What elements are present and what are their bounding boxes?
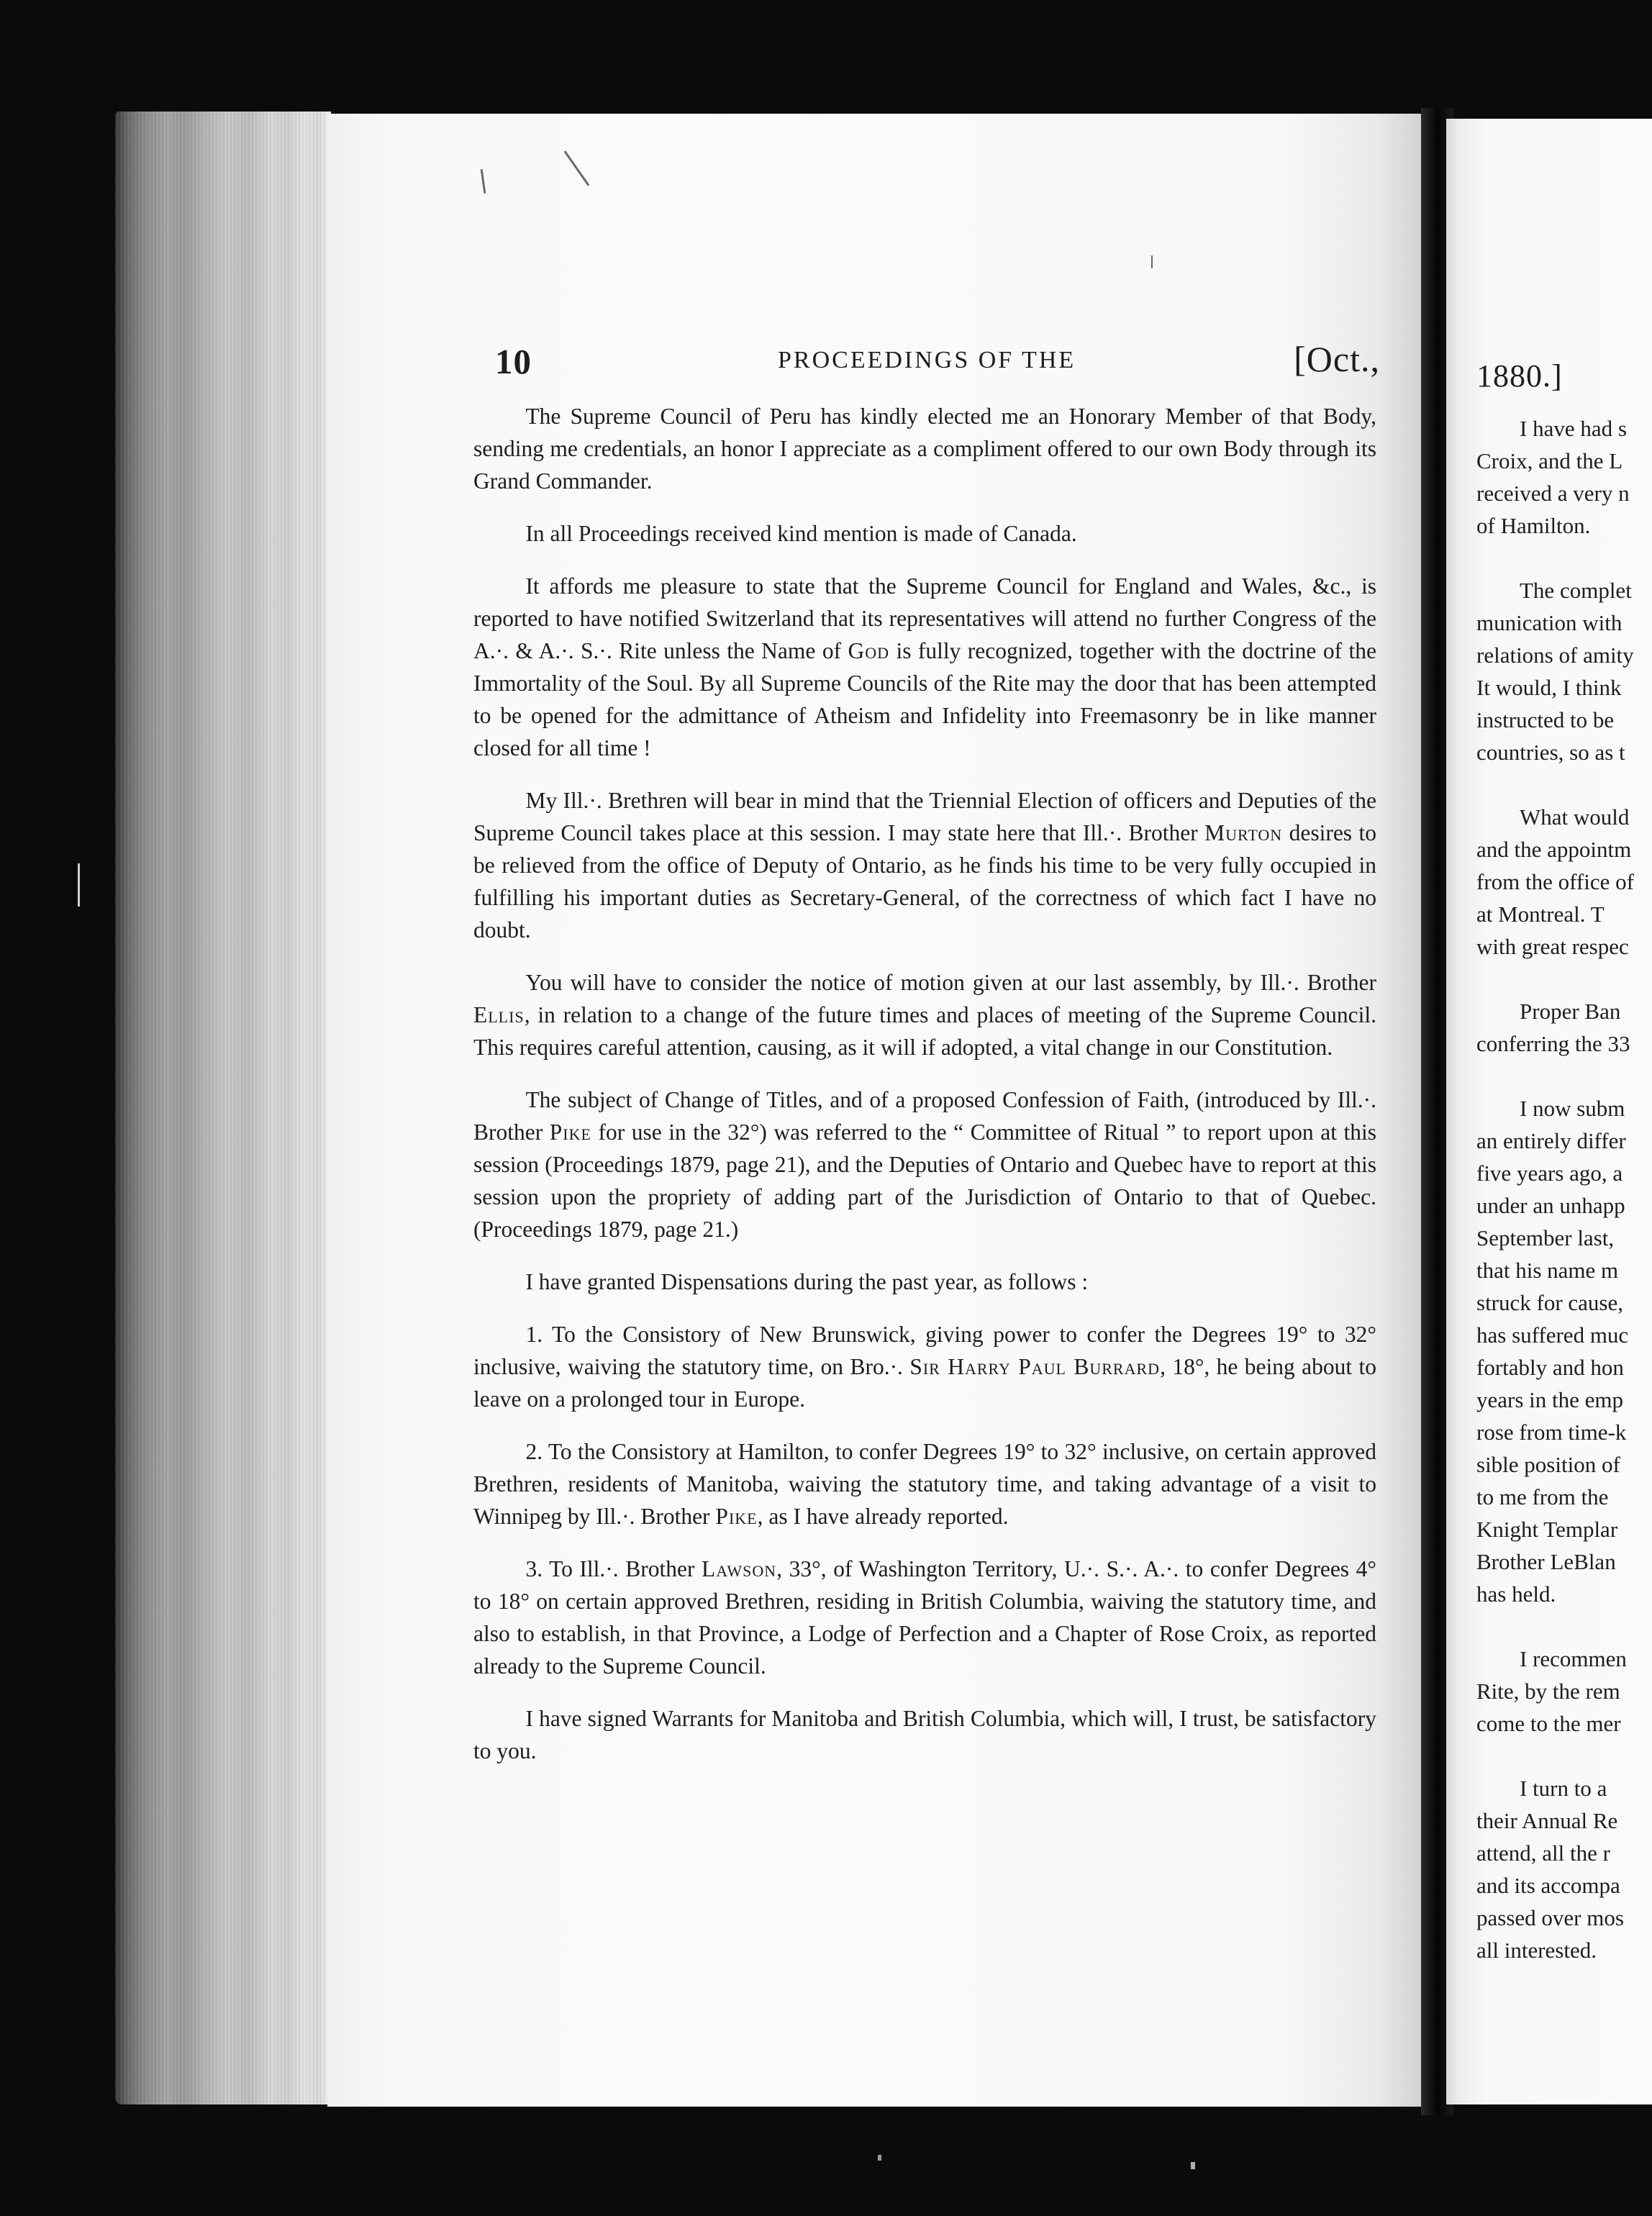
paragraph-gap: [1476, 542, 1652, 574]
running-head: [495, 341, 1380, 384]
paragraph: [473, 400, 1376, 497]
right-page-line: all interested.: [1476, 1938, 1597, 1963]
small-caps-name: Lawson: [702, 1556, 777, 1581]
right-page-line: munication with: [1476, 610, 1622, 635]
right-page-line: their Annual Re: [1476, 1808, 1618, 1833]
paragraph-text: is fully recognized, together with the doctrine of the Immortality of the Soul. By all Supreme Councils of the Rite may the door that has been attempted to be opened for the admittance of Atheism and Infidelity into Freemasonry be in like manner closed for all time !: [473, 638, 1376, 760]
small-caps-name: Pike: [715, 1504, 758, 1529]
right-page-line: Rite, by the rem: [1476, 1679, 1620, 1704]
right-page-running-date: 1880.]: [1476, 358, 1563, 394]
paragraph-text: , 33°, of Washington Territory, U.·. S.·. A.·. to confer Degrees 4° to 18° on certain approved Brethren, residing in British Columbia, waiving the statutory time, and also to establish, in that Province, a Lodge of Perfection and a Chapter of Rose Croix, as reported already to the Supreme Council.: [473, 1556, 1376, 1679]
paragraph: [473, 1266, 1376, 1298]
right-page: [1446, 119, 1652, 2104]
paragraph-gap: [1476, 963, 1652, 995]
paragraph-text: 3. To Ill.·. Brother: [525, 1556, 702, 1581]
right-page-line: I have had s: [1520, 416, 1627, 441]
right-page-line: What would: [1520, 804, 1630, 830]
right-page-line: countries, so as t: [1476, 740, 1625, 765]
running-date: [Oct.,: [1294, 339, 1380, 379]
paragraph-text: It affords me pleasure to state that the Supreme Council for England and Wales, &c., is reported to have notified Switzerland that its representatives will attend no further Congress of the A.·. & A.·. S.·. Rite unless the Name of: [473, 573, 1376, 663]
paragraph-text: The subject of Change of Titles, and of a proposed Confession of Faith, (introduced by Ill.·. Brother: [473, 1087, 1376, 1145]
paragraph-text: I have signed Warrants for Manitoba and British Columbia, which will, I trust, be satisfactory to you.: [473, 1706, 1376, 1763]
paragraph-text: , in relation to a change of the future times and places of meeting of the Supreme Council. This requires careful attention, causing, as it will if adopted, a vital change in our Constitution.: [473, 1002, 1376, 1060]
paragraph: [473, 1318, 1376, 1415]
right-page-line: come to the mer: [1476, 1711, 1621, 1736]
paragraph-text: 1. To the Consistory of New Brunswick, giving power to confer the Degrees 19° to 32° inclusive, waiving the statutory time, on Bro.·.: [473, 1322, 1376, 1379]
paragraph: [473, 1435, 1376, 1532]
right-page-line: I recommen: [1520, 1646, 1627, 1671]
right-page-line: conferring the 33: [1476, 1031, 1630, 1056]
right-page-line: fortably and hon: [1476, 1355, 1624, 1380]
paragraph: [473, 1084, 1376, 1245]
paragraph: [473, 517, 1376, 550]
small-caps-name: Murton: [1204, 820, 1283, 845]
right-page-line: of Hamilton.: [1476, 513, 1591, 538]
page-body-text: [473, 400, 1376, 1787]
paragraph-text: 2. To the Consistory at Hamilton, to confer Degrees 19° to 32° inclusive, on certain approved Brethren, residents of Manitoba, waiving the statutory time, and taking advantage of a visit to Winnipeg by Ill.·. Brother: [473, 1439, 1376, 1529]
right-page-line: Croix, and the L: [1476, 448, 1623, 473]
right-page-line: September last,: [1476, 1225, 1615, 1250]
right-page-line: Brother LeBlan: [1476, 1549, 1616, 1574]
right-page-line: sible position of: [1476, 1452, 1620, 1477]
scan-speck: [78, 863, 80, 907]
right-page-line: struck for cause,: [1476, 1290, 1623, 1315]
running-title: PROCEEDINGS OF THE: [778, 347, 1076, 373]
right-page-line: relations of amity: [1476, 642, 1634, 668]
small-caps-name: God: [848, 638, 890, 663]
right-page-line: The complet: [1520, 578, 1632, 603]
scan-speck: [1151, 255, 1153, 268]
right-page-line: Proper Ban: [1520, 999, 1621, 1024]
right-page-line: I now subm: [1520, 1096, 1625, 1121]
paragraph-text: desires to be relieved from the office of Deputy of Ontario, as he finds his time to be very fully occupied in fulfilling his important duties as Secretary-General, of the correctness of which fact I have no doubt.: [473, 820, 1376, 943]
paragraph-text: The Supreme Council of Peru has kindly elected me an Honorary Member of that Body, sending me credentials, an honor I appreciate as a compliment offered to our own Body through its Grand Commander.: [473, 404, 1376, 494]
paragraph: [473, 784, 1376, 946]
scan-speck: [1191, 2162, 1195, 2169]
right-page-line: an entirely differ: [1476, 1128, 1626, 1153]
right-page-text: [1476, 412, 1652, 1966]
paragraph-gap: [1476, 1060, 1652, 1092]
right-page-line: with great respec: [1476, 934, 1629, 959]
right-page-line: received a very n: [1476, 481, 1630, 506]
right-page-line: has suffered muc: [1476, 1322, 1629, 1348]
paragraph: [473, 1553, 1376, 1682]
right-page-line: Knight Templar: [1476, 1517, 1618, 1542]
paragraph-text: , as I have already reported.: [757, 1504, 1009, 1529]
right-page-line: rose from time-k: [1476, 1420, 1627, 1445]
paragraph-text: I have granted Dispensations during the past year, as follows :: [525, 1269, 1089, 1294]
right-page-line: to me from the: [1476, 1484, 1609, 1509]
paragraph-gap: [1476, 768, 1652, 801]
right-page-line: I turn to a: [1520, 1776, 1607, 1801]
right-page-line: years in the emp: [1476, 1387, 1624, 1412]
paragraph-text: My Ill.·. Brethren will bear in mind that the Triennial Election of officers and Deputies of the Supreme Council takes place at this session. I may state here that Ill.·. Brother: [473, 788, 1376, 845]
page-number: 10: [495, 342, 532, 381]
right-page-line: It would, I think: [1476, 675, 1622, 700]
small-caps-name: Pike: [549, 1120, 591, 1145]
right-page-line: five years ago, a: [1476, 1161, 1623, 1186]
paragraph-text: for use in the 32°) was referred to the “ Committee of Ritual ” to report upon at this session (Proceedings 1879, page 21), and the Deputies of Ontario and Quebec have to report at this session upon the propriety of adding part of the Jurisdiction of Ontario to that of Quebec. (Proceedings 1879, page 21.): [473, 1120, 1376, 1242]
right-page-line: under an unhapp: [1476, 1193, 1625, 1218]
right-page-line: and its accompa: [1476, 1873, 1620, 1898]
paragraph: [473, 966, 1376, 1063]
paragraph: [473, 570, 1376, 764]
book-fore-edge: [115, 112, 331, 2104]
right-page-line: and the appointm: [1476, 837, 1632, 862]
right-page-line: passed over mos: [1476, 1905, 1624, 1930]
scan-speck: [878, 2155, 881, 2161]
right-page-line: from the office of: [1476, 869, 1634, 894]
paragraph-text: , 18°, he being about to leave on a prolonged tour in Europe.: [473, 1354, 1377, 1412]
paragraph-text: You will have to consider the notice of motion given at our last assembly, by Ill.·. Brother: [525, 970, 1376, 995]
right-page-line: instructed to be: [1476, 707, 1615, 732]
right-page-line: has held.: [1476, 1581, 1556, 1607]
paragraph: [473, 1702, 1376, 1767]
paragraph-gap: [1476, 1740, 1652, 1772]
small-caps-name: Ellis: [473, 1002, 525, 1027]
small-caps-name: Sir Harry Paul Burrard: [909, 1354, 1161, 1379]
paragraph-gap: [1476, 1610, 1652, 1643]
right-page-line: at Montreal. T: [1476, 902, 1605, 927]
paragraph-text: In all Proceedings received kind mention is made of Canada.: [525, 521, 1077, 546]
right-page-line: that his name m: [1476, 1258, 1619, 1283]
right-page-line: attend, all the r: [1476, 1840, 1610, 1866]
